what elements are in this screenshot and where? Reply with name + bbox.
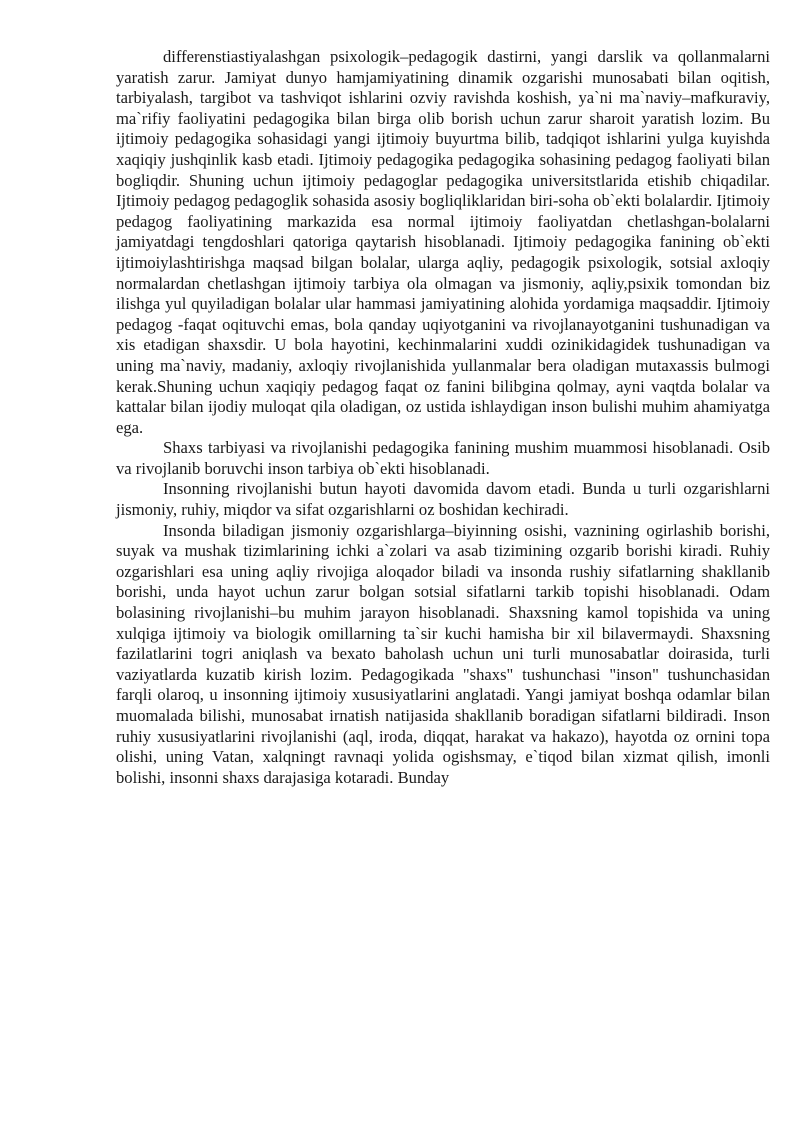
document-page <box>116 47 770 788</box>
paragraph-2: Shaxs tarbiyasi va rivojlanishi pedagogika fanining mushim muammosi hisoblanadi. Osib va rivojlanib boruvchi inson tarbiya ob`ekti hisoblanadi. <box>116 438 770 478</box>
paragraph-1: differenstiastiyalashgan psixologik–pedagogik dastirni, yangi darslik va qollanmalarni yaratish zarur. Jamiyat dunyo hamjamiyatining dinamik ozgarishi munosabati bilan oqitish, tarbiyalash, targibot va tashviqot ishlarini ozviy ravishda koshish, ya`ni ma`naviy–mafkuraviy, ma`rifiy faoliyatini pedagogika bilan birga olib borish uchun zarur sharoit yaratish lozim. Bu ijtimoiy pedagogika sohasidagi yangi ijtimoiy buyurtma bilib, tadqiqot ishlarini yulga kuyishda xaqiqiy jushqinlik kasb etadi. Ijtimoiy pedagogika pedagogika sohasining pedagog faoliyati bilan bogliqdir. Shuning uchun ijtimoiy pedagoglar pedagogika universitstlarida etishib chiqadilar. Ijtimoiy pedagog pedagoglik sohasida asosiy bogliqliklaridan biri-soha ob`ekti bolalardir. Ijtimoiy pedagog faoliyatining markazida esa normal ijtimoiy faoliyatdan chetlashgan-bolalarni jamiyatdagi tengdoshlari qatoriga qaytarish hisoblanadi. Ijtimoiy pedagogika fanining ob`ekti ijtimoiylashtirishga maqsad bilgan bolalar, ularga aqliy, pedagogik psixologik, sotsial axloqiy normalardan chetlashgan ijtimoiy tarbiya ola olmagan va jismoniy, aqliy,psixik tomondan biz ilishga yul quyiladigan bolalar ular hammasi jamiyatining alohida yordamiga maqsaddir. Ijtimoiy pedagog -faqat oqituvchi emas, bola qanday uqiyotganini va rivojlanayotganini tushunadigan va xis etadigan shaxsdir. U bola hayotini, kechinmalarini xuddi ozinikidagidek tushunadigan va uning ma`naviy, madaniy, axloqiy rivojlanishida yullanmalar bera oladigan mutaxassis bulmogi kerak.Shuning uchun xaqiqiy pedagog faqat oz fanini bilibgina qolmay, ayni vaqtda bolalar va kattalar bilan ijodiy muloqat qila oladigan, oz ustida ishlaydigan inson bulishi muhim ahamiyatga ega. <box>116 47 770 437</box>
paragraph-3: Insonning rivojlanishi butun hayoti davomida davom etadi. Bunda u turli ozgarishlarni jismoniy, ruhiy, miqdor va sifat ozgarishlarni oz boshidan kechiradi. <box>116 479 770 520</box>
paragraph-4: Insonda biladigan jismoniy ozgarishlarga–biyinning osishi, vaznining ogirlashib borishi, suyak va mushak tizimlarining ichki a`zolari va asab tizimining ozgarib borishi kiradi. Ruhiy ozgarishlari esa uning aqliy rivojiga aloqador biladi va insonda rushiy sifatlarning shakllanib borishi, unda hayot uchun zarur bolgan sotsial sifatlarni tarkib topishi hisoblanadi. Odam bolasining rivojlanishi–bu muhim jarayon hisoblanadi. Shaxsning kamol topishida va uning xulqiga ijtimoiy va biologik omillarning ta`sir kuchi hamisha bir xil bilavermaydi. Shaxsning fazilatlarini togri aniqlash va bexato baholash uchun uni turli munosabatlar doirasida, turli vaziyatlarda kuzatib kirish lozim. Pedagogikada "shaxs" tushunchasi "inson" tushunchasidan farqli olaroq, u insonning ijtimoiy xususiyatlarini anglatadi. Yangi jamiyat boshqa odamlar bilan muomalada bilishi, munosabat irnatish natijasida shakllanib boradigan sifatlarni bildiradi. Inson ruhiy xususiyatlarini rivojlanishi (aql, iroda, diqqat, harakat va hakazo), hayotda oz ornini topa olishi, uning Vatan, xalqningt ravnaqi yolida ogishsmay, e`tiqod bilan xizmat qilish, imonli bolishi, insonni shaxs darajasiga kotaradi. Bunday <box>116 520 770 787</box>
